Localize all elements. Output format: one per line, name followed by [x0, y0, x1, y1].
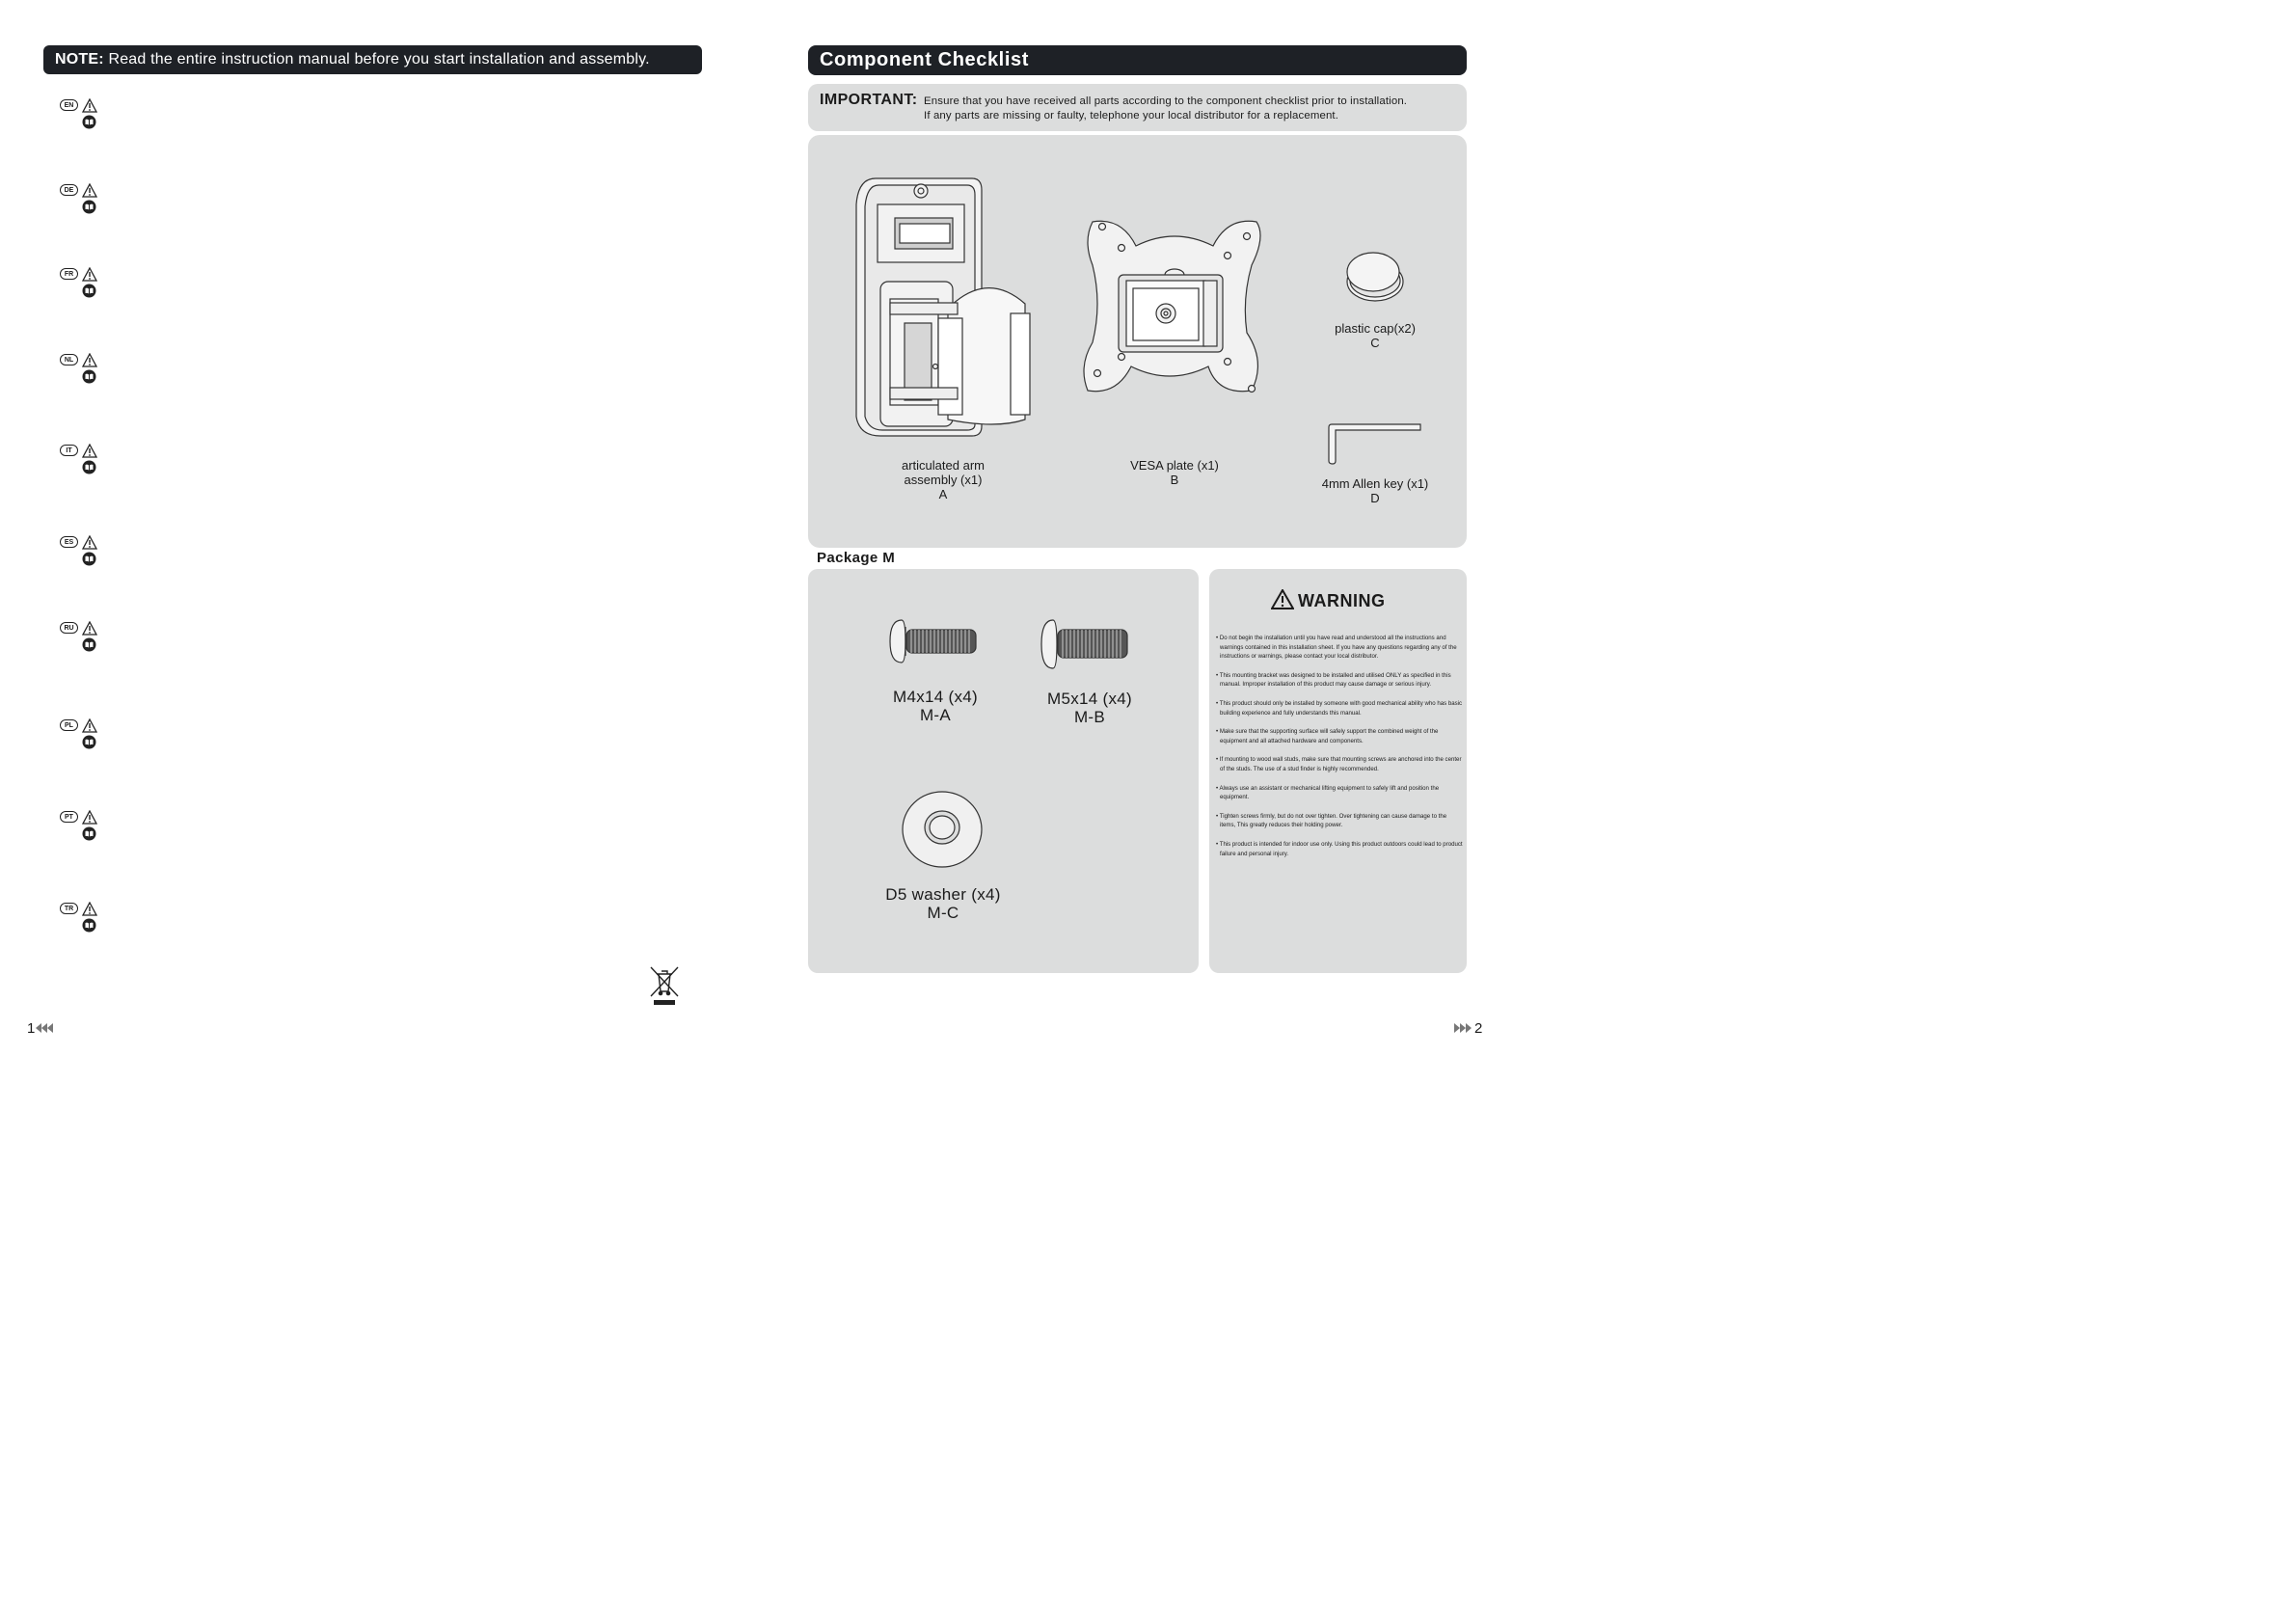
warning-triangle-icon — [1271, 589, 1294, 609]
part-c-label: plastic cap(x2) C — [1335, 321, 1416, 350]
language-marker-en — [59, 99, 117, 138]
part-a-label: articulated arm assembly (x1) A — [902, 458, 985, 501]
important-label: IMPORTANT: — [820, 92, 918, 108]
language-code-badge: PT — [60, 811, 78, 823]
language-marker-pt — [59, 811, 117, 850]
warning-item: • This mounting bracket was designed to be installed and utilised ONLY as specified in this manual. Improper installation of this product may cause damage or serious injury. — [1216, 671, 1451, 689]
parts-panel — [808, 135, 1467, 548]
warning-title: WARNING — [1271, 589, 1386, 611]
language-marker-fr — [59, 268, 117, 307]
language-code-badge: PL — [60, 719, 78, 731]
page-number-right: 2 — [1454, 1020, 1482, 1037]
plastic-cap-illustration — [1343, 249, 1407, 307]
language-code-badge: DE — [60, 184, 78, 196]
note-text: Read the entire instruction manual before you start installation and assembly. — [108, 51, 650, 68]
warning-triangle-icon — [82, 810, 97, 825]
screw-m4-illustration — [885, 617, 982, 665]
warning-item: • Always use an assistant or mechanical lifting equipment to safely lift and position the equipment. — [1216, 784, 1440, 801]
read-manual-icon — [82, 200, 96, 214]
important-text: Ensure that you have received all parts according to the component checklist prior to installation. If any parts are missing or faulty, telephone your local distributor for a replacement. — [924, 95, 1408, 122]
language-marker-it — [59, 445, 117, 483]
washer-illustration — [901, 789, 984, 870]
warning-item: • If mounting to wood wall studs, make sure that mounting screws are anchored into the center of the studs. The use of a stud finder is highly recommended. — [1216, 756, 1462, 772]
language-code-badge: RU — [60, 622, 78, 634]
rewind-arrows-icon — [36, 1023, 53, 1033]
note-label: NOTE: — [55, 51, 104, 68]
note-banner — [43, 45, 702, 74]
warning-triangle-icon — [82, 183, 97, 198]
forward-arrows-icon — [1454, 1023, 1472, 1033]
warning-triangle-icon — [82, 353, 97, 367]
language-marker-pl — [59, 719, 117, 758]
warning-item: • Make sure that the supporting surface will safely support the combined weight of the equipment and all attached hardware and components. — [1216, 728, 1439, 744]
warning-item: • This product should only be installed by someone with good mechanical ability who has basic building experience and fully understands this manual. — [1216, 699, 1463, 717]
vesa-plate-illustration — [1083, 207, 1266, 400]
read-manual-icon — [82, 735, 96, 749]
warning-list — [1215, 634, 1463, 868]
warning-item: • Tighten screws firmly, but do not over tighten. Over tightening can cause damage to the items, This greatly reduces their holding power. — [1216, 812, 1447, 829]
allen-key-illustration — [1324, 422, 1425, 466]
read-manual-icon — [82, 284, 96, 298]
warning-item: • This product is intended for indoor use only. Using this product outdoors could lead to product failure and personal injury. — [1216, 840, 1463, 857]
language-marker-ru — [59, 622, 117, 661]
part-d-label: 4mm Allen key (x1) D — [1321, 476, 1429, 505]
language-code-badge: IT — [60, 445, 78, 456]
hardware-mc-label: D5 washer (x4) M-C — [885, 885, 1001, 922]
warning-triangle-icon — [82, 444, 97, 458]
part-b-label: VESA plate (x1) B — [1130, 458, 1219, 487]
language-marker-tr — [59, 903, 117, 941]
warning-panel — [1209, 569, 1467, 973]
hardware-mb-label: M5x14 (x4) M-B — [1046, 690, 1133, 726]
language-marker-nl — [59, 354, 117, 392]
language-code-badge: FR — [60, 268, 78, 280]
language-marker-es — [59, 536, 117, 575]
language-code-badge: NL — [60, 354, 78, 365]
read-manual-icon — [82, 552, 96, 566]
language-code-badge: ES — [60, 536, 78, 548]
page-title: Component Checklist — [808, 45, 1467, 75]
read-manual-icon — [82, 637, 96, 652]
important-notice — [808, 84, 1467, 131]
warning-triangle-icon — [82, 535, 97, 550]
language-code-badge: EN — [60, 99, 78, 111]
hardware-panel — [808, 569, 1199, 973]
page-number-left: 1 — [27, 1020, 53, 1037]
read-manual-icon — [82, 369, 96, 384]
read-manual-icon — [82, 115, 96, 129]
warning-triangle-icon — [82, 621, 97, 636]
warning-triangle-icon — [82, 267, 97, 282]
read-manual-icon — [82, 918, 96, 933]
warning-triangle-icon — [82, 902, 97, 916]
warning-item: • Do not begin the installation until you have read and understood all the instructions and warnings contained in this installation sheet. If you have any questions regarding any of the instructions or warnings, please contact your local distributor. — [1216, 635, 1457, 661]
read-manual-icon — [82, 460, 96, 474]
screw-m5-illustration — [1037, 617, 1133, 671]
read-manual-icon — [82, 826, 96, 841]
articulated-arm-illustration — [851, 174, 1044, 439]
language-marker-de — [59, 184, 117, 223]
hardware-ma-label: M4x14 (x4) M-A — [892, 688, 979, 724]
weee-bin-icon — [648, 964, 681, 1008]
package-title: Package M — [817, 550, 896, 566]
warning-triangle-icon — [82, 98, 97, 113]
language-code-badge: TR — [60, 903, 78, 914]
warning-triangle-icon — [82, 718, 97, 733]
